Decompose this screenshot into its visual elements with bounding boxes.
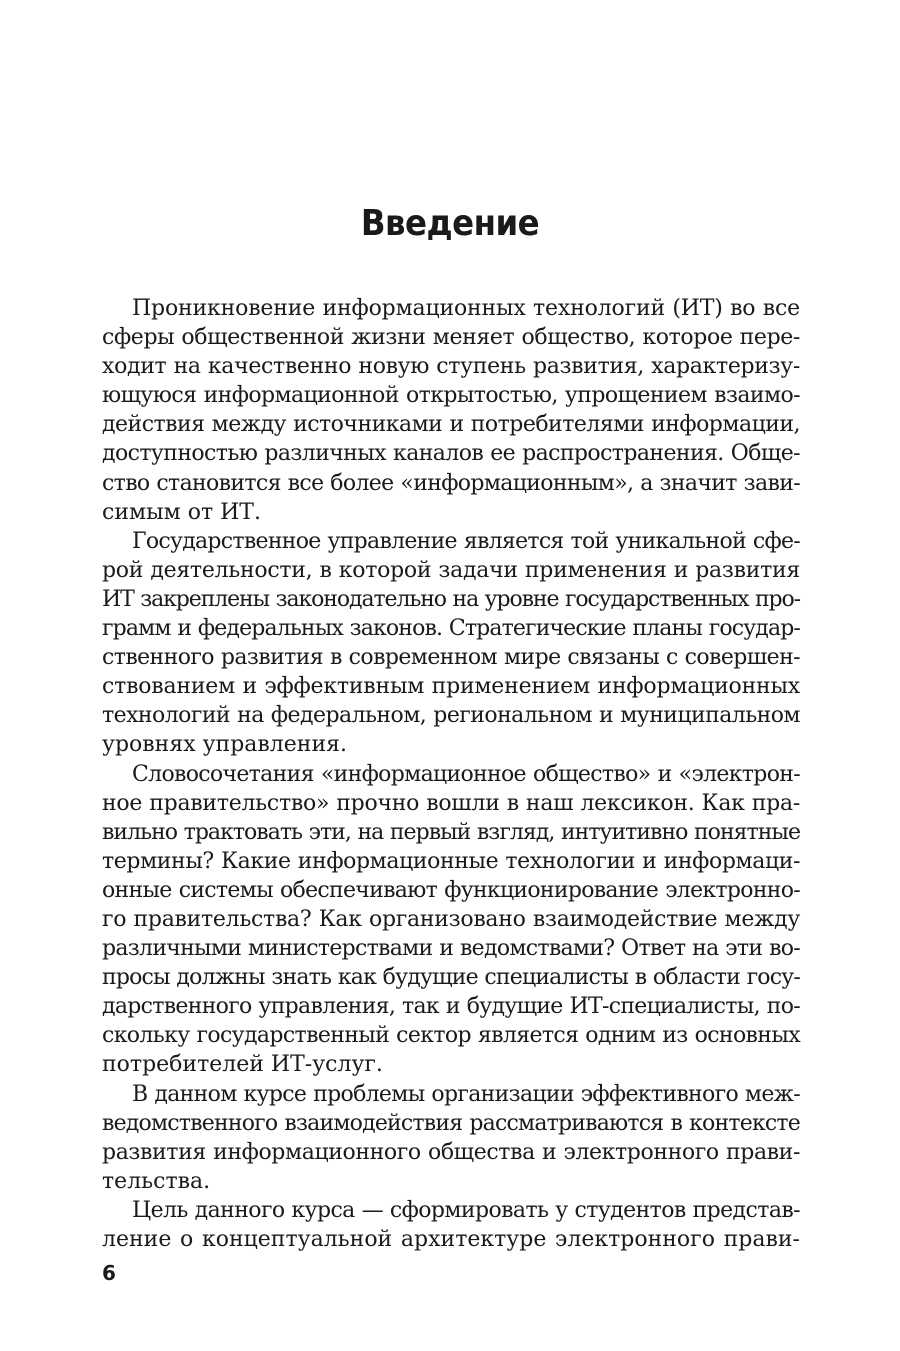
text-line: ствованием и эффективным применением информационных	[102, 674, 800, 700]
text-line: действия между источниками и потребителями информации,	[102, 412, 800, 438]
text-line: ведомственного взаимодействия рассматриваются в контексте	[102, 1110, 800, 1136]
text-line: ство становится все более «информационным», а значит зави-	[102, 470, 800, 496]
body-text	[102, 294, 800, 1254]
text-line: ное правительство» прочно вошли в наш лексикон. Как пра-	[102, 790, 800, 816]
text-line: Государственное управление является той уникальной сфе-	[132, 528, 800, 554]
text-line: сферы общественной жизни меняет общество, которое пере-	[102, 325, 800, 351]
page-number: 6	[102, 1261, 116, 1285]
text-line: тельства.	[102, 1168, 211, 1194]
text-line: Словосочетания «информационное общество» и «электрон-	[132, 761, 800, 787]
text-line: ходит на качественно новую ступень развития, характеризу-	[102, 354, 800, 380]
text-line: потребителей ИТ-услуг.	[102, 1052, 383, 1078]
text-line: Цель данного курса — сформировать у студентов представ-	[132, 1197, 800, 1223]
text-line: В данном курсе проблемы организации эффективного меж-	[132, 1081, 800, 1107]
text-line: различными министерствами и ведомствами? Ответ на эти во-	[102, 936, 800, 962]
text-line: вильно трактовать эти, на первый взгляд, интуитивно понятные	[102, 819, 800, 845]
chapter-heading: Введение	[360, 203, 540, 244]
text-line: уровнях управления.	[102, 732, 347, 758]
text-line: онные системы обеспечивают функционирование электронно-	[102, 877, 800, 903]
text-line: технологий на федеральном, региональном и муниципальном	[102, 703, 800, 729]
text-line: термины? Какие информационные технологии и информаци-	[102, 848, 800, 874]
text-line: развития информационного общества и электронного прави-	[102, 1139, 800, 1165]
text-line: го правительства? Как организовано взаимодействие между	[102, 906, 800, 932]
text-line: симым от ИТ.	[102, 499, 261, 525]
text-line: просы должны знать как будущие специалисты в области госу-	[102, 965, 800, 991]
text-line: дарственного управления, так и будущие ИТ-специалисты, по-	[102, 994, 800, 1020]
text-line: грамм и федеральных законов. Стратегические планы государ-	[102, 616, 800, 642]
text-line: ющуюся информационной открытостью, упрощением взаимо-	[102, 383, 800, 409]
text-line: ИТ закреплены законодательно на уровне государственных про-	[102, 586, 800, 612]
text-line: доступностью различных каналов ее распространения. Обще-	[102, 441, 800, 467]
text-line: рой деятельности, в которой задачи применения и развития	[102, 557, 800, 583]
text-line: Проникновение информационных технологий (ИТ) во все	[132, 296, 800, 321]
text-line: скольку государственный сектор является одним из основных	[102, 1023, 800, 1049]
text-line: ление о концептуальной архитектуре электронного прави-	[102, 1227, 800, 1252]
text-line: ственного развития в современном мире связаны с совершен-	[102, 645, 800, 671]
